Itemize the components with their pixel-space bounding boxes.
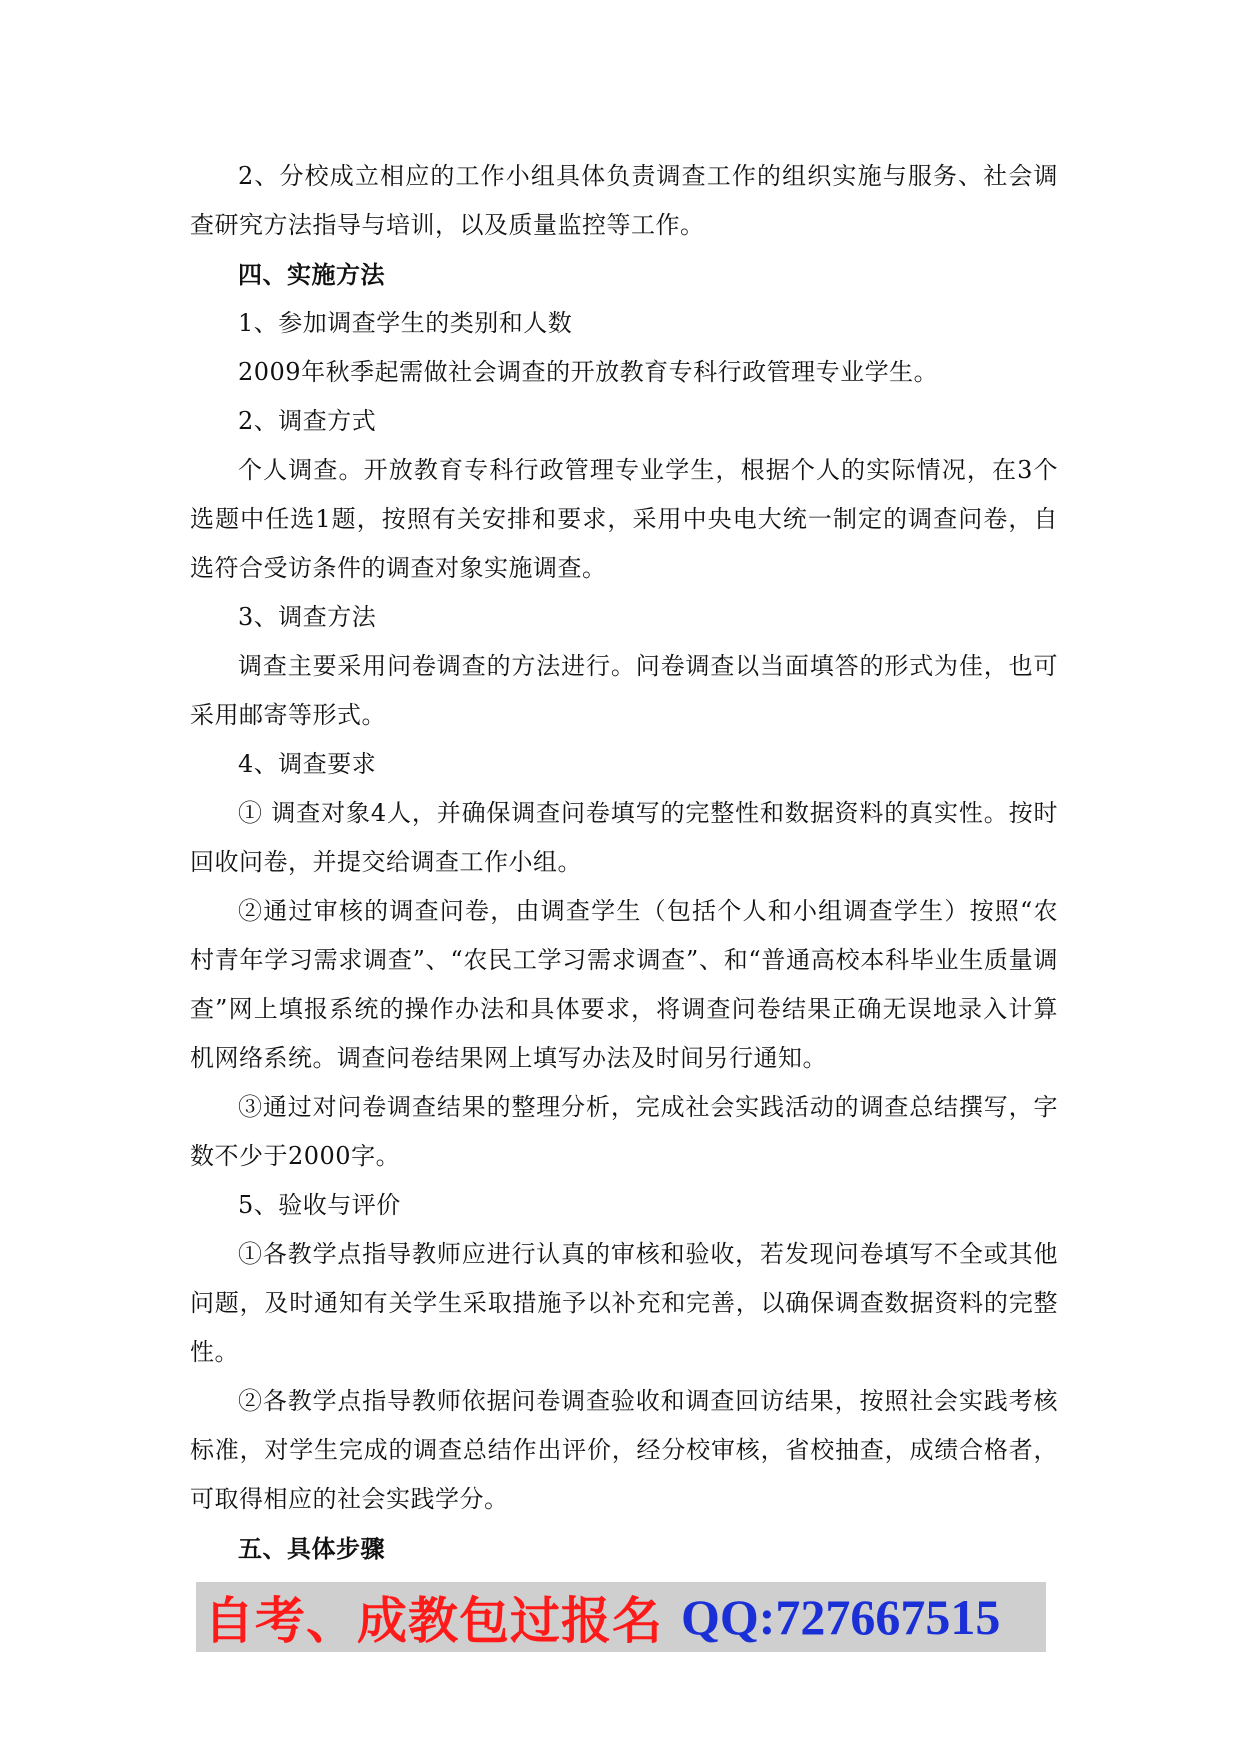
subheading-participants: 1、参加调查学生的类别和人数 <box>238 309 573 337</box>
paragraph-requirement-3: ③通过对问卷调查结果的整理分析，完成社会实践活动的调查总结撰写，字数不少于2000字。 <box>190 1093 1058 1170</box>
paragraph-survey-method: 调查主要采用问卷调查的方法进行。问卷调查以当面填答的形式为佳，也可采用邮寄等形式。 <box>190 652 1058 729</box>
document-body <box>190 152 1058 1573</box>
section-heading-4: 四、实施方法 <box>238 260 385 289</box>
paragraph-1: 2、分校成立相应的工作小组具体负责调查工作的组织实施与服务、社会调查研究方法指导与培训，以及质量监控等工作。 <box>190 162 1058 239</box>
paragraph-participants: 2009年秋季起需做社会调查的开放教育专科行政管理专业学生。 <box>238 358 939 386</box>
paragraph-requirement-1: ① 调查对象4人，并确保调查问卷填写的完整性和数据资料的真实性。按时回收问卷，并提交给调查工作小组。 <box>190 799 1058 876</box>
paragraph-acceptance-2: ②各教学点指导教师依据问卷调查验收和调查回访结果，按照社会实践考核标准，对学生完成的调查总结作出评价，经分校审核，省校抽查，成绩合格者，可取得相应的社会实践学分。 <box>190 1387 1058 1513</box>
ad-banner-slogan: 自考、成教包过报名 <box>204 1591 663 1650</box>
ad-banner-qq: QQ:727667515 <box>681 1589 1001 1645</box>
subheading-survey-method: 3、调查方法 <box>238 603 377 631</box>
subheading-survey-requirements: 4、调查要求 <box>238 750 377 778</box>
paragraph-acceptance-1: ①各教学点指导教师应进行认真的审核和验收，若发现问卷填写不全或其他问题，及时通知有关学生采取措施予以补充和完善，以确保调查数据资料的完整性。 <box>190 1240 1058 1366</box>
ad-banner <box>196 1582 1046 1652</box>
paragraph-survey-mode: 个人调查。开放教育专科行政管理专业学生，根据个人的实际情况，在3个选题中任选1题，按照有关安排和要求，采用中央电大统一制定的调查问卷，自选符合受访条件的调查对象实施调查。 <box>190 456 1058 582</box>
subheading-acceptance: 5、验收与评价 <box>238 1191 401 1219</box>
section-heading-5: 五、具体步骤 <box>238 1534 385 1563</box>
subheading-survey-mode: 2、调查方式 <box>238 407 377 435</box>
paragraph-requirement-2: ②通过审核的调查问卷，由调查学生（包括个人和小组调查学生）按照“农村青年学习需求调查”、“农民工学习需求调查”、和“普通高校本科毕业生质量调查”网上填报系统的操作办法和具体要求，将调查问卷结果正确无误地录入计算机网络系统。调查问卷结果网上填写办法及时间另行通知。 <box>190 897 1058 1072</box>
